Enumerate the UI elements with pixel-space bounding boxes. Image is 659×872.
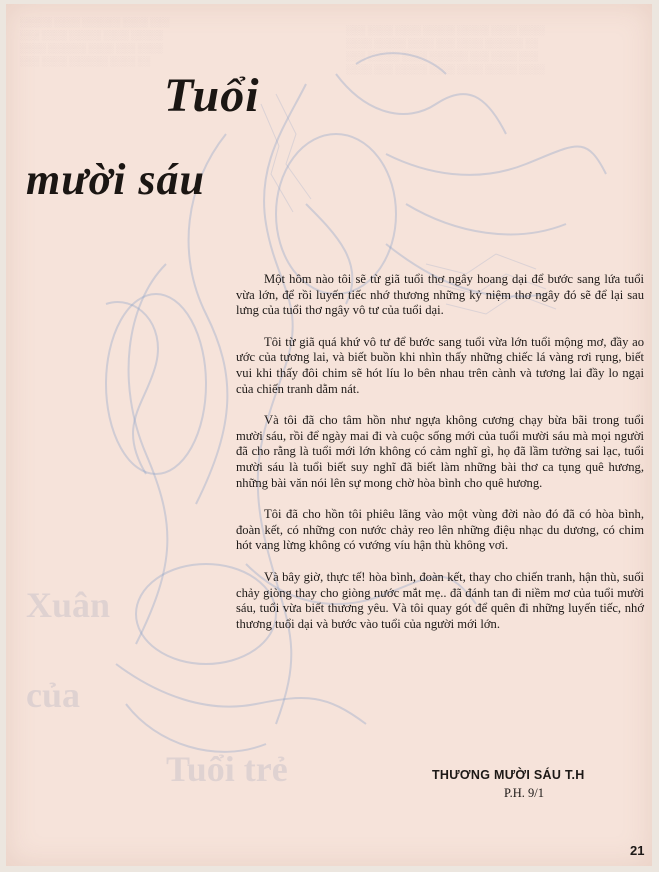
author-signature: THƯƠNG MƯỜI SÁU T.H [432, 768, 585, 782]
title-line-1: Tuổi [164, 69, 260, 122]
ghost-text-tuoi-tre: Tuổi trẻ [166, 749, 288, 789]
ghost-text-cua: của [26, 675, 80, 715]
title-line-2: mười sáu [26, 155, 206, 204]
magazine-page [6, 4, 652, 866]
show-through-text-left: ░░░░░ ░░░░ ░░░░░░ ░░░░ ░░░ ░░░ ░░░░ ░░░░░ ░░░░ ░░░░░ ░░░░ ░░░░░░ ░░░░ ░░░ ░░░░ ░░░ ░░░░ ░░░░░░ ░░░░ ░░ [20, 17, 170, 66]
paragraph: Tôi đã cho hồn tôi phiêu lãng vào một vùng đời nào đó đã có hòa bình, đoàn kết, có những con nước chảy reo lên những điệu nhạc du dương, có chim hót vang lừng không có vướng víu hận thù không vơi. [236, 507, 644, 553]
page-number: 21 [630, 843, 645, 858]
paragraph: Và tôi đã cho tâm hồn như ngựa không cương chạy bừa bãi trong tuổi mười sáu, rồi để ngày mai đi và cuộc sống mới của tuổi mười sáu mà mọi người đã cho rằng là tuổi mới lớn không có cảm nghĩ gì, họ đã lầm tưởng sai lạc, tuổi mười sáu là tuổi biết suy nghĩ đã biết làm những bài thơ ca tụng quê hương, những bài văn nói lên sự mong chờ hòa bình cho quê hương. [236, 413, 644, 490]
show-through-text-right: ░░░ ░░░░ ░░░░ ░░░░░ ░░░░░ ░░░░ ░░░░ ░░░░ ░░░░░ ░░░░ ░░░ ░░░░ ░░░░░░ ░░ ░░░ ░░░░░ ░░░░ ░░░░░░ ░░░ ░░░░ ░░░ ░░░░ ░░░ ░░░░░ ░░░░ ░░░░ ░░░░░ ░░░░ [346, 25, 545, 74]
paragraph: Tôi từ giã quá khứ vô tư để bước sang tuổi vừa lớn tuổi mộng mơ, đầy ao ước của tương lai, và biết buồn khi nhìn thấy những chiếc lá vàng rơi rụng, biết vui khi thấy đôi chim sẽ hót líu lo bên nhau trên cành và tương lai đầy lo ngại của chiến tranh dằm nát. [236, 334, 644, 396]
article-body [236, 272, 644, 648]
paragraph: Và bây giờ, thực tế! hòa bình, đoàn kết, thay cho chiến tranh, hận thù, suối chảy giòng thay cho giòng nước mắt mẹ.. đã đánh tan đi niềm mơ của tuổi mười sáu, tuổi vừa biết thương yêu. Và tôi quay gót để quên đi những luyến tiếc, nhớ thương tuổi dại và bước vào tuổi của người mới lớn. [236, 569, 644, 631]
ghost-text-xuan: Xuân [26, 585, 111, 625]
place-date: P.H. 9/1 [504, 786, 544, 800]
paragraph: Một hôm nào tôi sẽ từ giã tuổi thơ ngây hoang dại để bước sang lứa tuổi vừa lớn, để rồi luyến tiếc nhớ thương những kỷ niệm thơ ngây đó sẽ để lại sau lưng của tuổi thơ ngây vô tư của tuổi dại. [236, 272, 644, 318]
